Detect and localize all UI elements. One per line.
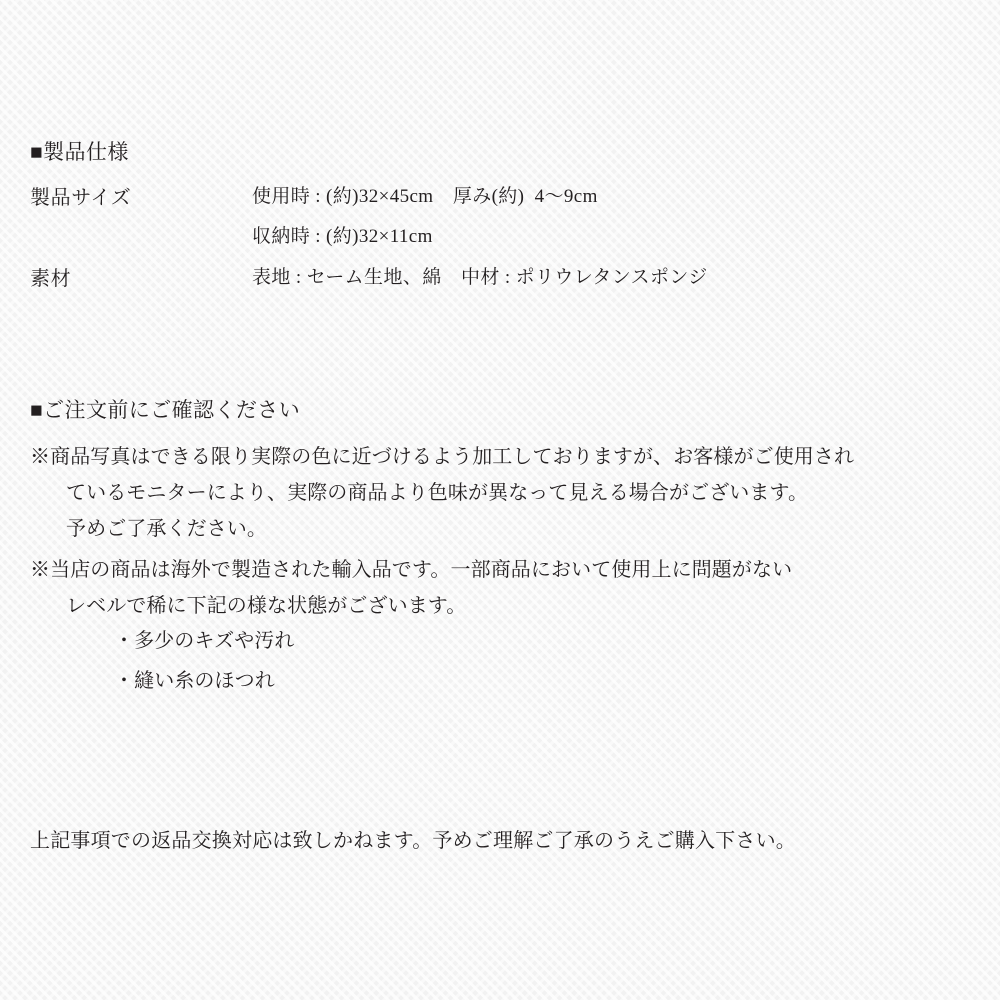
- notice-heading: ■ご注文前にご確認ください: [30, 398, 301, 422]
- spec-value-material: 表地 : セーム生地、綿 中材 : ポリウレタンスポンジ: [252, 266, 708, 288]
- spec-label-material: 素材: [30, 267, 72, 290]
- spec-row: [30, 264, 970, 294]
- spec-row: [30, 183, 970, 213]
- spec-value-size-in-use: 使用時 : (約)32×45cm 厚み(約) 4〜9cm: [252, 186, 598, 208]
- notice-bullet-scratches: ・多少のキズや汚れ: [114, 630, 295, 653]
- spec-row: [30, 223, 970, 252]
- notice-item-import: [30, 556, 985, 696]
- notice-section: [30, 396, 985, 707]
- return-policy-note: 上記事項での返品交換対応は致しかねます。予めご理解ご了承のうえご購入下さい。: [30, 830, 796, 852]
- notice-import-line-2: レベルで稀に下記の様な状態がございます。: [66, 594, 467, 617]
- notice-color-line-2: ているモニターにより、実際の商品より色味が異なって見える場合がございます。: [66, 481, 809, 504]
- spec-label-size: 製品サイズ: [30, 187, 132, 210]
- spec-value-size-stored: 収納時 : (約)32×11cm: [252, 226, 433, 248]
- notice-import-line-1: ※当店の商品は海外で製造された輸入品です。一部商品において使用上に問題がない: [30, 559, 793, 582]
- notice-color-line-1: ※商品写真はできる限り実際の色に近づけるよう加工しておりますが、お客様がご使用され: [30, 446, 855, 469]
- specification-section: [30, 138, 970, 304]
- notice-item-color: [30, 443, 985, 544]
- notice-bullet-threads: ・縫い糸のほつれ: [114, 669, 275, 692]
- specification-heading: ■製品仕様: [30, 140, 129, 164]
- notice-color-line-3: 予めご了承ください。: [66, 517, 267, 540]
